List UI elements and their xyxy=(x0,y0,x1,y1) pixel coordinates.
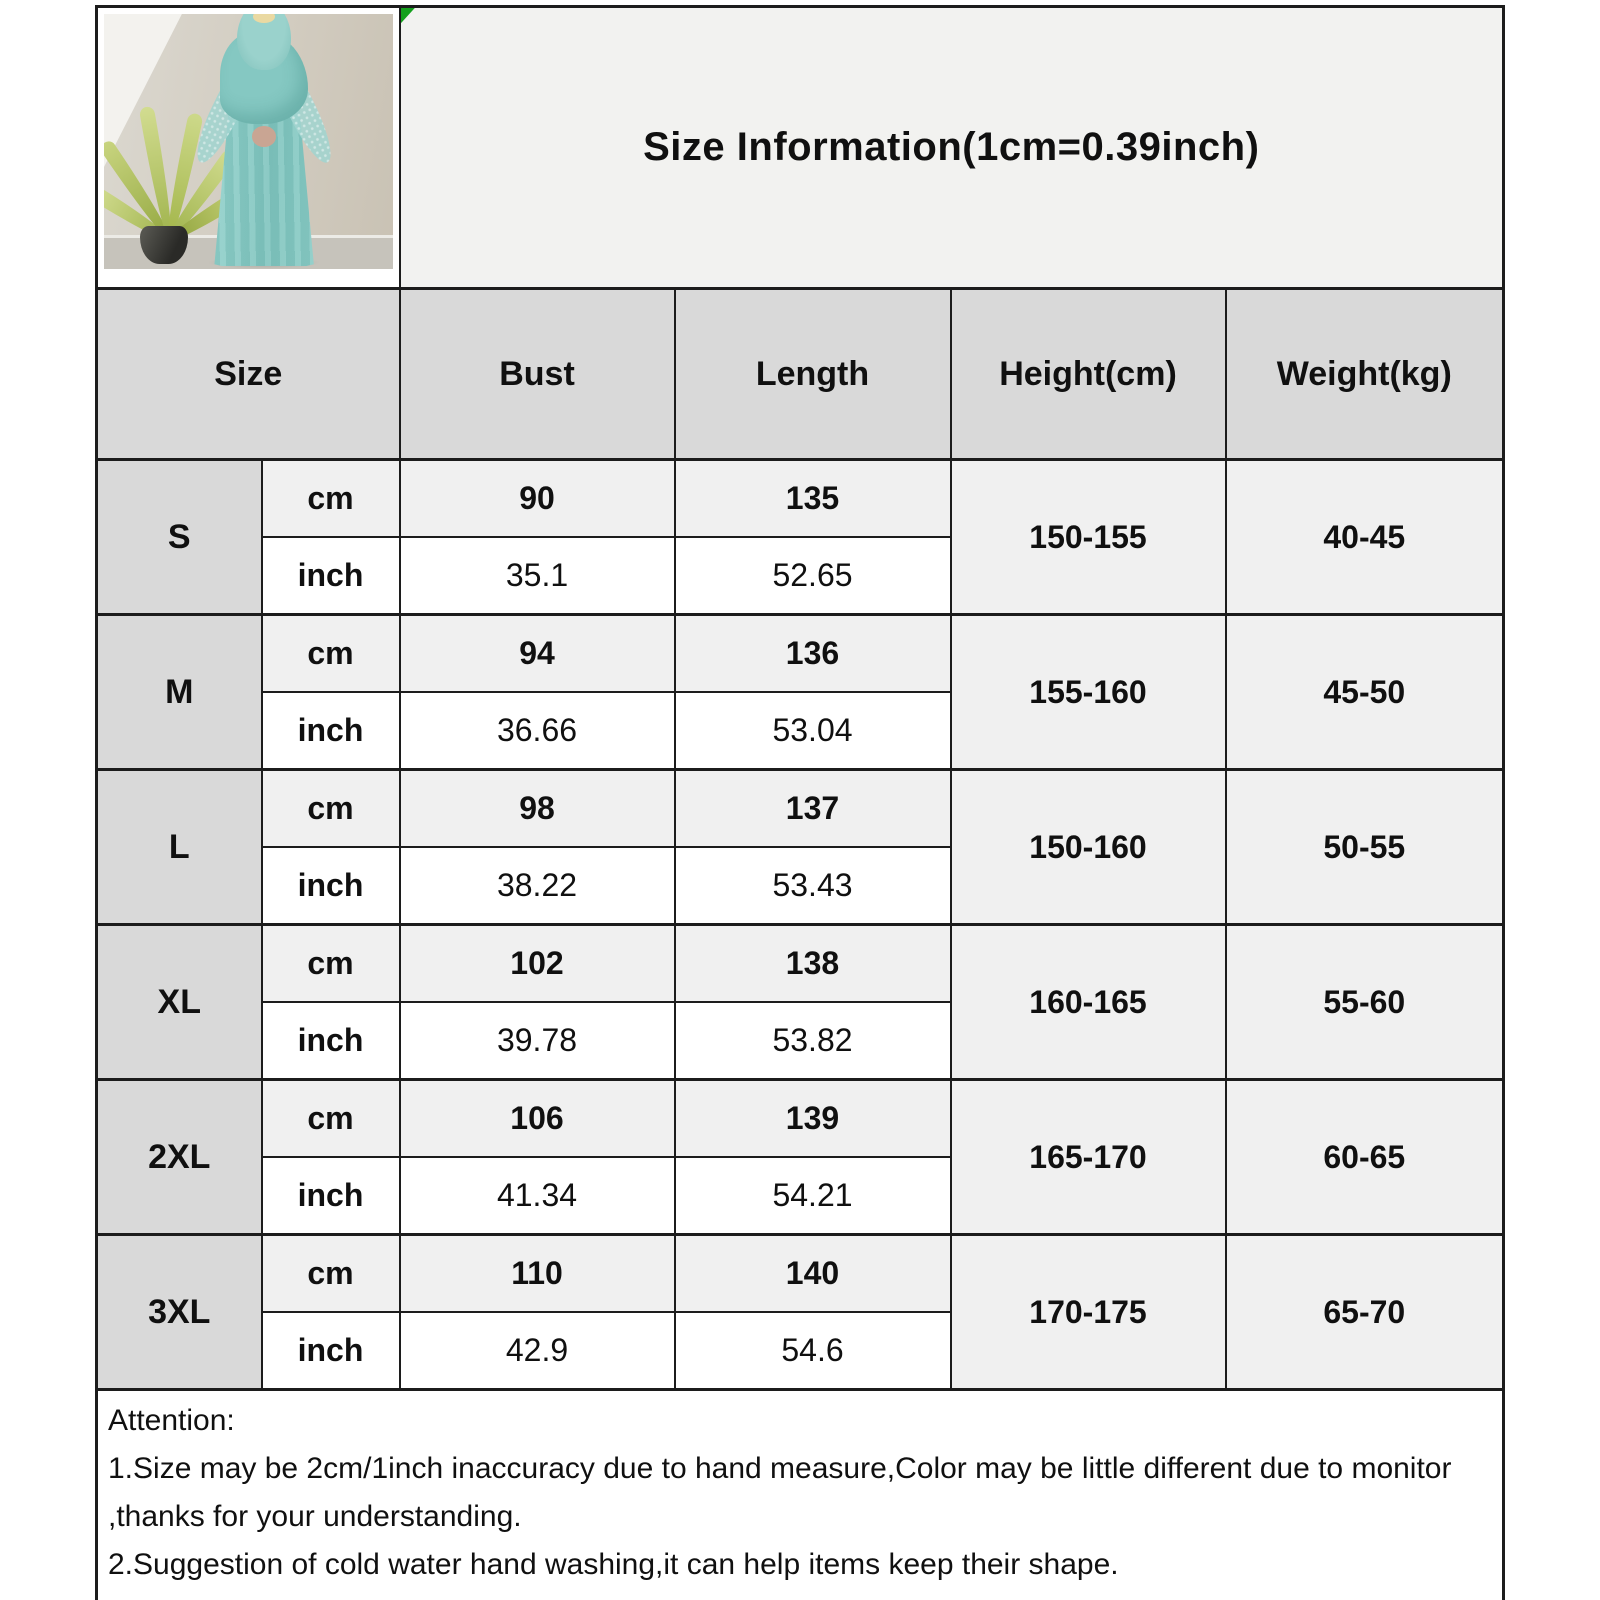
bust-cm-value: 102 xyxy=(400,925,675,1003)
bust-inch-value: 42.9 xyxy=(400,1312,675,1390)
model-hands xyxy=(252,126,276,146)
header-length: Length xyxy=(675,289,951,460)
bust-cm-value: 110 xyxy=(400,1235,675,1313)
product-photo xyxy=(104,14,393,269)
attention-line-1: 1.Size may be 2cm/1inch inaccuracy due to hand measure,Color may be little different due to monitor ,thanks for your understanding. xyxy=(108,1452,1452,1533)
bust-cm-value: 106 xyxy=(400,1080,675,1158)
size-label: L xyxy=(97,770,262,925)
top-row xyxy=(97,7,1504,289)
length-inch-value: 54.6 xyxy=(675,1312,951,1390)
unit-label-cm: cm xyxy=(262,1080,400,1158)
header-height: Height(cm) xyxy=(951,289,1226,460)
bust-inch-value: 39.78 xyxy=(400,1002,675,1080)
weight-value: 65-70 xyxy=(1226,1235,1504,1390)
unit-label-cm: cm xyxy=(262,1235,400,1313)
attention-cell xyxy=(97,1390,1504,1600)
length-cm-value: 135 xyxy=(675,460,951,538)
height-value: 155-160 xyxy=(951,615,1226,770)
green-corner-marker-icon xyxy=(400,7,418,24)
length-cm-value: 139 xyxy=(675,1080,951,1158)
bust-cm-value: 98 xyxy=(400,770,675,848)
unit-label-cm: cm xyxy=(262,615,400,693)
table-row xyxy=(97,460,1504,538)
bust-cm-value: 94 xyxy=(400,615,675,693)
height-value: 150-155 xyxy=(951,460,1226,615)
length-cm-value: 140 xyxy=(675,1235,951,1313)
unit-label-cm: cm xyxy=(262,460,400,538)
height-value: 170-175 xyxy=(951,1235,1226,1390)
length-inch-value: 53.43 xyxy=(675,847,951,925)
size-label: 3XL xyxy=(97,1235,262,1390)
length-inch-value: 53.82 xyxy=(675,1002,951,1080)
unit-label-inch: inch xyxy=(262,847,400,925)
bust-cm-value: 90 xyxy=(400,460,675,538)
length-cm-value: 137 xyxy=(675,770,951,848)
header-weight: Weight(kg) xyxy=(1226,289,1504,460)
page-title: Size Information(1cm=0.39inch) xyxy=(643,125,1260,169)
unit-label-inch: inch xyxy=(262,1157,400,1235)
table-row xyxy=(97,1235,1504,1313)
length-cm-value: 138 xyxy=(675,925,951,1003)
unit-label-inch: inch xyxy=(262,1002,400,1080)
weight-value: 45-50 xyxy=(1226,615,1504,770)
bust-inch-value: 36.66 xyxy=(400,692,675,770)
model-figure xyxy=(205,14,323,269)
unit-label-cm: cm xyxy=(262,925,400,1003)
table-row xyxy=(97,770,1504,848)
header-bust: Bust xyxy=(400,289,675,460)
unit-label-inch: inch xyxy=(262,692,400,770)
length-inch-value: 53.04 xyxy=(675,692,951,770)
table-row xyxy=(97,615,1504,693)
table-header-row xyxy=(97,289,1504,460)
bust-inch-value: 35.1 xyxy=(400,537,675,615)
table-row xyxy=(97,1080,1504,1158)
attention-heading: Attention: xyxy=(108,1404,235,1437)
bust-inch-value: 38.22 xyxy=(400,847,675,925)
product-photo-cell xyxy=(97,7,400,289)
unit-label-inch: inch xyxy=(262,1312,400,1390)
weight-value: 60-65 xyxy=(1226,1080,1504,1235)
unit-label-cm: cm xyxy=(262,770,400,848)
bust-inch-value: 41.34 xyxy=(400,1157,675,1235)
size-label: S xyxy=(97,460,262,615)
height-value: 150-160 xyxy=(951,770,1226,925)
plant-pot xyxy=(140,226,188,264)
size-table xyxy=(95,5,1505,1600)
length-cm-value: 136 xyxy=(675,615,951,693)
weight-value: 40-45 xyxy=(1226,460,1504,615)
weight-value: 55-60 xyxy=(1226,925,1504,1080)
size-label: XL xyxy=(97,925,262,1080)
size-label: 2XL xyxy=(97,1080,262,1235)
height-value: 165-170 xyxy=(951,1080,1226,1235)
unit-label-inch: inch xyxy=(262,537,400,615)
title-cell xyxy=(400,7,1504,289)
header-size: Size xyxy=(97,289,400,460)
length-inch-value: 54.21 xyxy=(675,1157,951,1235)
weight-value: 50-55 xyxy=(1226,770,1504,925)
height-value: 160-165 xyxy=(951,925,1226,1080)
attention-row xyxy=(97,1390,1504,1600)
table-row xyxy=(97,925,1504,1003)
size-label: M xyxy=(97,615,262,770)
attention-line-2: 2.Suggestion of cold water hand washing,it can help items keep their shape. xyxy=(108,1548,1119,1581)
length-inch-value: 52.65 xyxy=(675,537,951,615)
